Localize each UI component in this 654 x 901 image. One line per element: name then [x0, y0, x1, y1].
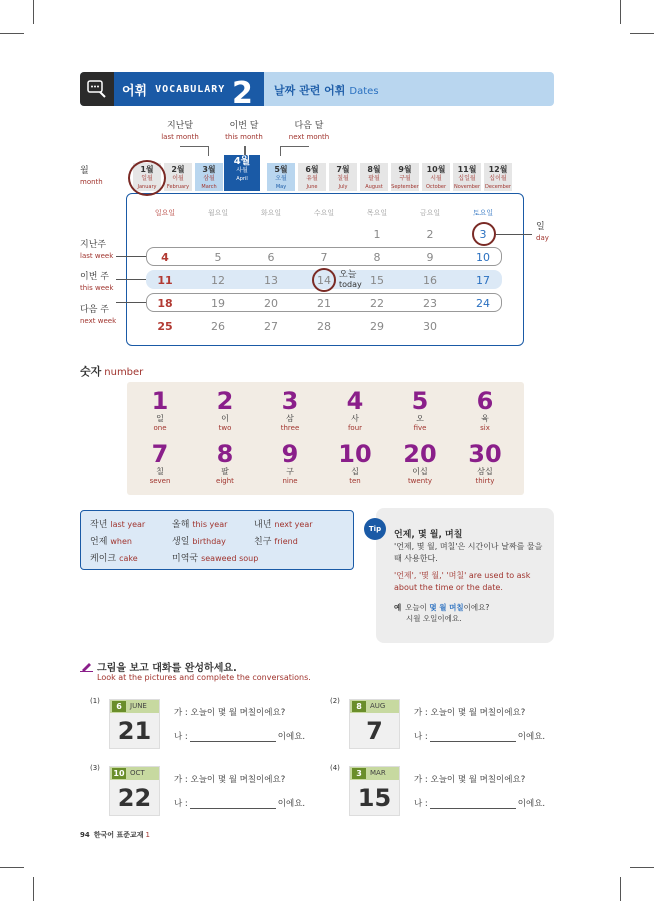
calendar-day: 10 — [476, 251, 490, 264]
crop-mark — [0, 867, 24, 868]
calendar-day: 3 — [479, 228, 487, 241]
calendar-day: 23 — [423, 297, 437, 310]
number-item — [200, 441, 250, 486]
answer-suffix: 이에요. — [277, 799, 306, 809]
number-e: five — [413, 424, 427, 432]
vocab-en: VOCABULARY — [155, 83, 226, 95]
calendar-day: 13 — [264, 274, 278, 287]
month-ko: 1월 — [140, 165, 154, 174]
vocab-word — [172, 517, 227, 530]
connector-line — [116, 279, 146, 280]
calendar-day: 29 — [370, 320, 384, 333]
month-ko: 월 — [80, 166, 89, 176]
calendar-day: 9 — [426, 251, 434, 264]
month-tab — [164, 163, 192, 191]
crop-mark — [620, 0, 621, 24]
connector-line — [116, 302, 146, 303]
answer-suffix: 이에요. — [517, 732, 546, 742]
word-ko: 언제 — [90, 537, 108, 547]
question-line: 가 : 오늘이 몇 월 며칠이에요? — [174, 708, 286, 718]
number-d: 6 — [476, 387, 494, 415]
month-number: 6 — [112, 701, 126, 712]
calendar-icon — [349, 699, 400, 749]
answer-prefix: 나 : — [414, 732, 428, 742]
word-en: birthday — [192, 537, 226, 546]
calendar-day: 12 — [211, 274, 225, 287]
exercise-subtitle: Look at the pictures and complete the conversations. — [97, 673, 311, 682]
this-month-label — [219, 121, 269, 143]
month-native: 사월 — [236, 167, 248, 174]
calendar-day: 27 — [264, 320, 278, 333]
calendar-day: 28 — [317, 320, 331, 333]
number-d: 5 — [411, 387, 429, 415]
this-week-label — [80, 272, 113, 294]
title-ko: 날짜 관련 어휘 — [274, 84, 346, 97]
example-pre: 오늘이 — [405, 603, 430, 612]
month-en: January — [137, 184, 157, 190]
month-native: 구월 — [399, 175, 411, 182]
this-month-en: this month — [225, 133, 263, 141]
answer-blank[interactable] — [190, 800, 276, 809]
answer-prefix: 나 : — [174, 799, 188, 809]
month-en: November — [453, 184, 480, 190]
number-k: 사 — [351, 414, 359, 423]
word-ko: 올해 — [172, 520, 190, 530]
number-item — [200, 388, 250, 433]
today-label — [339, 270, 362, 290]
vocab-word — [90, 517, 145, 530]
month-native: 오월 — [275, 175, 287, 182]
number-item — [330, 388, 380, 433]
number-k: 칠 — [156, 467, 164, 476]
tip-example — [394, 602, 544, 624]
last-week-ko: 지난주 — [80, 240, 107, 250]
month-en: month — [80, 178, 103, 186]
month-native: 이월 — [172, 175, 184, 182]
month-tab — [298, 163, 326, 191]
month-tab — [484, 163, 512, 191]
number-item — [395, 441, 445, 486]
vocab-word — [254, 517, 313, 530]
month-ko: 10월 — [426, 165, 446, 174]
weekday-label: 수요일 — [313, 209, 335, 217]
calendar-day: 16 — [423, 274, 437, 287]
last-week-label — [80, 240, 113, 262]
month-ko: 12월 — [488, 165, 508, 174]
crop-mark — [630, 867, 654, 868]
day-number: 15 — [357, 784, 392, 812]
number-k: 십 — [351, 467, 359, 476]
next-month-en: next month — [288, 133, 330, 141]
number-d: 8 — [216, 440, 234, 468]
month-native: 일월 — [141, 175, 153, 182]
vocab-ko: 어휘 — [122, 83, 148, 99]
number-title-ko: 숫자 — [80, 365, 102, 378]
month-native: 칠월 — [337, 175, 349, 182]
word-en: last year — [110, 520, 146, 529]
last-month-label — [155, 121, 205, 143]
month-en: March — [201, 184, 217, 190]
next-week-en: next week — [80, 317, 117, 325]
number-section-title — [80, 363, 143, 379]
month-en: July — [338, 184, 348, 190]
calendar-day: 2 — [426, 228, 434, 241]
number-item — [330, 441, 380, 486]
crop-mark — [630, 33, 654, 34]
month-tab — [267, 163, 295, 191]
vocab-word — [172, 551, 258, 564]
example-answer: 시월 오일이에요. — [406, 614, 462, 623]
exercise-number: (4) — [330, 764, 340, 772]
number-d: 30 — [468, 440, 502, 468]
day-ko: 일 — [536, 222, 545, 232]
answer-prefix: 나 : — [174, 732, 188, 742]
number-k: 구 — [286, 467, 294, 476]
month-number: 10 — [113, 769, 125, 778]
answer-line — [174, 730, 305, 742]
pencil-icon — [80, 657, 94, 676]
number-k: 삼십 — [477, 467, 493, 476]
last-month-ko: 지난달 — [166, 121, 194, 131]
number-k: 육 — [481, 414, 489, 423]
footer — [80, 830, 150, 840]
word-ko: 미역국 — [172, 554, 199, 564]
month-name: OCT — [130, 769, 145, 777]
word-en: friend — [274, 537, 298, 546]
word-ko: 친구 — [254, 537, 272, 547]
word-en: seaweed soup — [201, 554, 259, 563]
next-week-ko: 다음 주 — [80, 305, 109, 315]
vocab-word — [254, 534, 298, 547]
month-en: October — [425, 184, 446, 190]
calendar-day: 19 — [211, 297, 225, 310]
this-week-ko: 이번 주 — [80, 272, 109, 282]
day-en: day — [536, 234, 549, 242]
calendar-day: 4 — [161, 251, 169, 264]
this-week-en: this week — [80, 284, 114, 292]
today-circle — [312, 268, 336, 292]
day-number: 7 — [366, 717, 383, 745]
today-ko: 오늘 — [339, 270, 357, 280]
exercise-number: (1) — [90, 697, 100, 705]
number-d: 2 — [216, 387, 234, 415]
crop-mark — [33, 877, 34, 901]
crop-mark — [620, 877, 621, 901]
number-e: nine — [282, 477, 298, 485]
crop-mark — [33, 0, 34, 24]
number-e: thirty — [475, 477, 495, 485]
number-e: one — [153, 424, 167, 432]
number-e: seven — [149, 477, 171, 485]
example-highlight: 몇 월 며칠 — [429, 603, 464, 612]
number-e: twenty — [407, 477, 433, 485]
month-ko: 9월 — [398, 165, 412, 174]
calendar-day: 30 — [423, 320, 437, 333]
number-k: 이 — [221, 414, 229, 423]
calendar-day: 25 — [157, 320, 173, 333]
month-native: 유월 — [306, 175, 318, 182]
month-ko: 5월 — [274, 165, 288, 174]
month-tab — [453, 163, 481, 191]
month-name: AUG — [370, 702, 386, 710]
calendar-day: 21 — [317, 297, 331, 310]
number-e: three — [280, 424, 300, 432]
month-tab — [329, 163, 357, 191]
bracket-line — [180, 146, 209, 156]
month-en: February — [166, 184, 190, 190]
weekday-label: 화요일 — [260, 209, 282, 217]
number-e: two — [218, 424, 232, 432]
month-ko: 6월 — [305, 165, 319, 174]
tip-korean: '언제, 몇 월, 며칠'은 시간이나 날짜를 물을 때 사용한다. — [394, 542, 543, 563]
month-ko: 4월 — [233, 156, 251, 167]
connector-line — [116, 256, 146, 257]
calendar-day: 8 — [373, 251, 381, 264]
number-item — [265, 441, 315, 486]
word-ko: 작년 — [90, 520, 108, 530]
number-title-en: number — [104, 367, 144, 378]
number-item — [135, 388, 185, 433]
question-line: 가 : 오늘이 몇 월 며칠이에요? — [174, 775, 286, 785]
number-k: 팔 — [221, 467, 229, 476]
month-ko: 11월 — [457, 165, 477, 174]
calendar-day: 11 — [157, 274, 173, 287]
calendar-icon — [349, 766, 400, 816]
number-d: 10 — [338, 440, 372, 468]
next-month-label — [284, 121, 334, 143]
month-ko: 7월 — [336, 165, 350, 174]
month-en: April — [236, 176, 248, 182]
word-en: next year — [274, 520, 313, 529]
question-line: 가 : 오늘이 몇 월 며칠이에요? — [414, 775, 526, 785]
today-en: today — [339, 280, 362, 289]
month-native: 삼월 — [203, 175, 215, 182]
next-month-ko: 다음 달 — [294, 121, 324, 131]
month-tab — [195, 163, 223, 191]
month-tab — [224, 155, 260, 191]
day-side-label — [536, 222, 549, 244]
answer-line — [414, 797, 545, 809]
book-title: 한국어 표준교재 — [93, 831, 144, 839]
calendar-day: 14 — [317, 274, 331, 287]
calendar-day: 17 — [476, 274, 490, 287]
bracket-line — [280, 146, 309, 156]
this-month-ko: 이번 달 — [229, 121, 259, 131]
day-number: 21 — [117, 717, 152, 745]
section-title — [274, 82, 379, 98]
calendar-icon — [109, 699, 160, 749]
number-e: four — [347, 424, 363, 432]
calendar-day: 7 — [320, 251, 328, 264]
month-en: June — [306, 184, 318, 190]
section-number: 2 — [232, 76, 253, 111]
number-k: 삼 — [286, 414, 294, 423]
number-d: 3 — [281, 387, 299, 415]
word-en: this year — [192, 520, 228, 529]
month-number: 3 — [352, 768, 366, 779]
vocab-word — [90, 551, 138, 564]
calendar-day: 5 — [214, 251, 222, 264]
weekday-label: 토요일 — [472, 209, 494, 217]
answer-blank[interactable] — [430, 733, 516, 742]
month-ko: 8월 — [367, 165, 381, 174]
bracket-line — [244, 146, 246, 155]
month-native: 십일월 — [458, 175, 476, 182]
calendar-day: 1 — [373, 228, 381, 241]
question-line: 가 : 오늘이 몇 월 며칠이에요? — [414, 708, 526, 718]
word-ko: 내년 — [254, 520, 272, 530]
example-post: 이에요? — [463, 603, 490, 612]
month-ko: 3월 — [202, 165, 216, 174]
number-d: 4 — [346, 387, 364, 415]
word-ko: 케이크 — [90, 554, 117, 564]
answer-suffix: 이에요. — [517, 799, 546, 809]
number-k: 일 — [156, 414, 164, 423]
number-e: ten — [349, 477, 361, 485]
number-item — [395, 388, 445, 433]
day-circle — [472, 222, 496, 246]
number-d: 1 — [151, 387, 169, 415]
page-number: 94 — [80, 831, 90, 839]
calendar-day: 22 — [370, 297, 384, 310]
vocabulary-icon — [80, 72, 114, 106]
connector-line — [496, 234, 532, 235]
vocab-word — [90, 534, 132, 547]
month-side-label — [80, 166, 103, 188]
number-d: 9 — [281, 440, 299, 468]
title-en: Dates — [349, 86, 379, 97]
last-week-en: last week — [80, 252, 114, 260]
month-en: August — [365, 184, 383, 190]
next-week-label — [80, 305, 116, 327]
month-name: MAR — [370, 769, 386, 777]
month-en: May — [275, 184, 287, 190]
calendar-day: 26 — [211, 320, 225, 333]
calendar-day: 20 — [264, 297, 278, 310]
word-en: cake — [119, 554, 138, 563]
answer-blank[interactable] — [190, 733, 276, 742]
month-tab — [391, 163, 419, 191]
calendar-icon — [109, 766, 160, 816]
number-d: 7 — [151, 440, 169, 468]
month-tab — [360, 163, 388, 191]
vocab-word — [172, 534, 226, 547]
number-item — [265, 388, 315, 433]
answer-prefix: 나 : — [414, 799, 428, 809]
tip-english: '언제', '몇 월,' '며칠' are used to ask about the time or the date. — [394, 571, 531, 592]
month-en: September — [391, 184, 419, 190]
weekday-label: 월요일 — [207, 209, 229, 217]
month-native: 팔월 — [368, 175, 380, 182]
exercise-number: (3) — [90, 764, 100, 772]
day-number: 22 — [117, 784, 152, 812]
number-e: eight — [216, 477, 234, 485]
number-item — [460, 441, 510, 486]
month-en: December — [485, 184, 511, 190]
calendar-day: 15 — [370, 274, 384, 287]
number-k: 이십 — [412, 467, 428, 476]
exercise-title: 그림을 보고 대화를 완성하세요. — [97, 663, 237, 674]
month-tab — [422, 163, 450, 191]
weekday-label: 금요일 — [419, 209, 441, 217]
month-name: JUNE — [130, 702, 147, 710]
calendar-day: 6 — [267, 251, 275, 264]
exercise-number: (2) — [330, 697, 340, 705]
weekday-label: 목요일 — [366, 209, 388, 217]
word-ko: 생일 — [172, 537, 190, 547]
volume-number: 1 — [145, 831, 150, 839]
last-month-en: last month — [161, 133, 199, 141]
lightbulb-icon: Tip — [364, 518, 386, 540]
tip-title: 언제, 몇 월, 며칠 — [394, 530, 463, 540]
number-k: 오 — [416, 414, 424, 423]
example-mark: 예 — [394, 603, 402, 612]
month-ko: 2월 — [171, 165, 185, 174]
calendar-day: 24 — [476, 297, 490, 310]
month-native: 십이월 — [489, 175, 507, 182]
answer-blank[interactable] — [430, 800, 516, 809]
answer-line — [174, 797, 305, 809]
answer-suffix: 이에요. — [277, 732, 306, 742]
answer-line — [414, 730, 545, 742]
word-en: when — [110, 537, 132, 546]
month-number: 8 — [352, 701, 366, 712]
month-native: 시월 — [430, 175, 442, 182]
month-circle — [128, 160, 166, 196]
number-d: 20 — [403, 440, 437, 468]
weekday-label: 일요일 — [154, 209, 176, 217]
number-e: six — [480, 424, 490, 432]
calendar-day: 18 — [157, 297, 173, 310]
crop-mark — [0, 33, 24, 34]
number-item — [460, 388, 510, 433]
number-item — [135, 441, 185, 486]
